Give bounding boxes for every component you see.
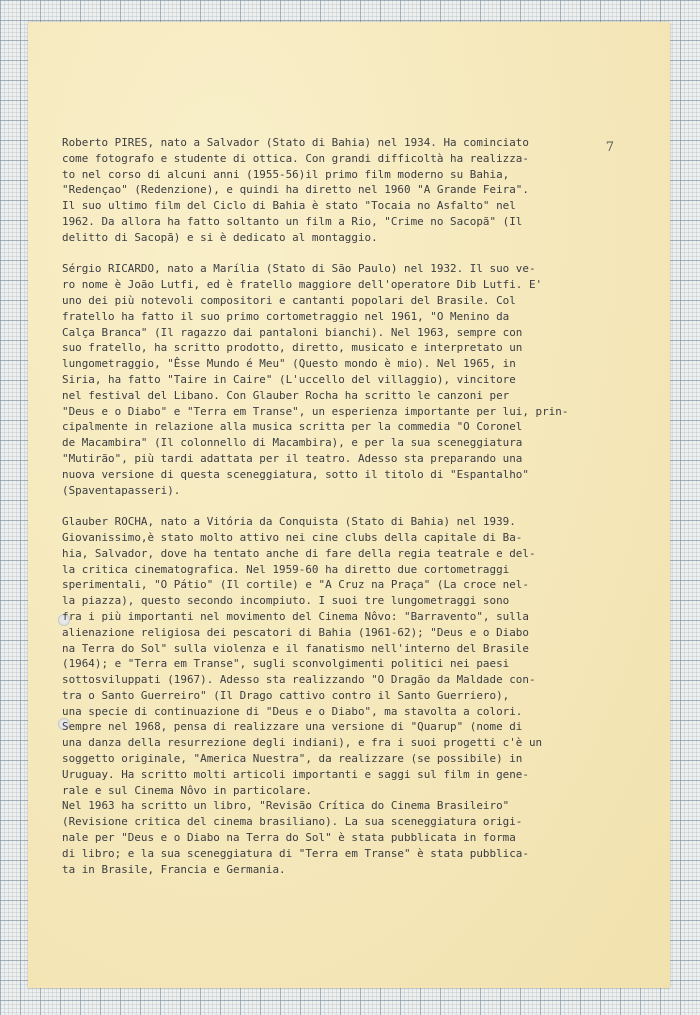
text-line: Siria, ha fatto "Taire in Caire" (L'uccello del villaggio), vincitore [62, 372, 516, 386]
text-line: na Terra do Sol" sulla violenza e il fanatismo nell'interno del Brasile [62, 641, 529, 655]
text-line: (Spaventapasseri). [62, 483, 181, 497]
text-line: "Redençao" (Redenzione), e quindi ha diretto nel 1960 "A Grande Feira". [62, 183, 529, 197]
text-line: 1962. Da allora ha fatto soltanto un film a Rio, "Crime no Sacopã" (Il [62, 214, 523, 228]
text-line: alienazione religiosa dei pescatori di Bahia (1961-62); "Deus e o Diabo [62, 625, 529, 639]
text-line: ro nome è João Lutfi, ed è fratello maggiore dell'operatore Dib Lutfi. E' [62, 278, 543, 292]
text-line: "Deus e o Diabo" e "Terra em Transe", un esperienza importante per lui, prin- [62, 404, 569, 418]
text-line: Giovanissimo,è stato molto attivo nei cine clubs della capitale di Ba- [62, 530, 523, 544]
text-line: (Revisione critica del cinema brasiliano). La sua sceneggiatura origi- [62, 815, 523, 829]
text-line: Glauber ROCHA, nato a Vitória da Conquista (Stato di Bahia) nel 1939. [62, 515, 516, 529]
text-line: di libro; e la sua sceneggiatura di "Terra em Transe" è stata pubblica- [62, 846, 529, 860]
text-line: una specie di continuazione di "Deus e o Diabo", ma stavolta a colori. [62, 704, 523, 718]
text-line: de Macambira" (Il colonnello di Macambira), e per la sua sceneggiatura [62, 436, 523, 450]
text-line: Il suo ultimo film del Ciclo di Bahia è stato "Tocaia no Asfalto" nel [62, 199, 516, 213]
document-body [62, 135, 627, 893]
text-line: la critica cinematografica. Nel 1959-60 ha diretto due cortometraggi [62, 562, 510, 576]
text-line: Sempre nel 1968, pensa di realizzare una versione di "Quarup" (nome di [62, 720, 523, 734]
text-line: sottosviluppati (1967). Adesso sta realizzando "O Dragão da Maldade con- [62, 673, 536, 687]
paragraph [62, 135, 627, 246]
text-line: Calça Branca" (Il ragazzo dai pantaloni bianchi). Nel 1963, sempre con [62, 325, 523, 339]
text-line: cipalmente in relazione alla musica scritta per la commedia "O Coronel [62, 420, 523, 434]
text-line: (1964); e "Terra em Transe", sugli sconvolgimenti politici nei paesi [62, 657, 510, 671]
text-line: lungometraggio, "Êsse Mundo é Meu" (Questo mondo è mio). Nel 1965, in [62, 357, 516, 371]
text-line: sperimentali, "O Pátio" (Il cortile) e "A Cruz na Praça" (La croce nel- [62, 578, 529, 592]
text-line: soggetto originale, "America Nuestra", da realizzare (se possibile) in [62, 752, 523, 766]
text-line: "Mutirão", più tardi adattata per il teatro. Adesso sta preparando una [62, 451, 523, 465]
text-line: Uruguay. Ha scritto molti articoli importanti e saggi sul film in gene- [62, 767, 529, 781]
text-line: fratello ha fatto il suo primo cortometraggio nel 1961, "O Menino da [62, 309, 510, 323]
paragraph [62, 514, 627, 877]
text-line: hia, Salvador, dove ha tentato anche di fare della regia teatrale e del- [62, 546, 536, 560]
text-line: una danza della resurrezione degli indiani), e fra i suoi progetti c'è un [62, 736, 543, 750]
text-line: Sérgio RICARDO, nato a Marília (Stato di São Paulo) nel 1932. Il suo ve- [62, 262, 536, 276]
text-line: nel festival del Libano. Con Glauber Rocha ha scritto le canzoni per [62, 388, 510, 402]
text-line: fra i più importanti nel movimento del Cinema Nôvo: "Barravento", sulla [62, 609, 529, 623]
text-line: to nel corso di alcuni anni (1955-56)il primo film moderno su Bahia, [62, 167, 510, 181]
text-line: uno dei più notevoli compositori e cantanti popolari del Brasile. Col [62, 293, 516, 307]
text-line: delitto di Sacopã) e si è dedicato al montaggio. [62, 230, 378, 244]
text-line: Nel 1963 ha scritto un libro, "Revisão Crítica do Cinema Brasileiro" [62, 799, 510, 813]
paragraph [62, 261, 627, 498]
text-line: nale per "Deus e o Diabo na Terra do Sol" è stata pubblicata in forma [62, 831, 516, 845]
text-line: ta in Brasile, Francia e Germania. [62, 862, 286, 876]
text-line: rale e sul Cinema Nôvo in particolare. [62, 783, 312, 797]
text-line: tra o Santo Guerreiro" (Il Drago cattivo contro il Santo Guerriero), [62, 688, 510, 702]
page-number: 7 [605, 140, 614, 155]
text-line: nuova versione di questa sceneggiatura, sotto il titolo di "Espantalho" [62, 467, 529, 481]
text-line: Roberto PIRES, nato a Salvador (Stato di Bahia) nel 1934. Ha cominciato [62, 136, 529, 149]
text-line: suo fratello, ha scritto prodotto, diretto, musicato e interpretato un [62, 341, 523, 355]
text-line: la piazza), questo secondo incompiuto. I suoi tre lungometraggi sono [62, 594, 510, 608]
text-line: come fotografo e studente di ottica. Con grandi difficoltà ha realizza- [62, 151, 529, 165]
